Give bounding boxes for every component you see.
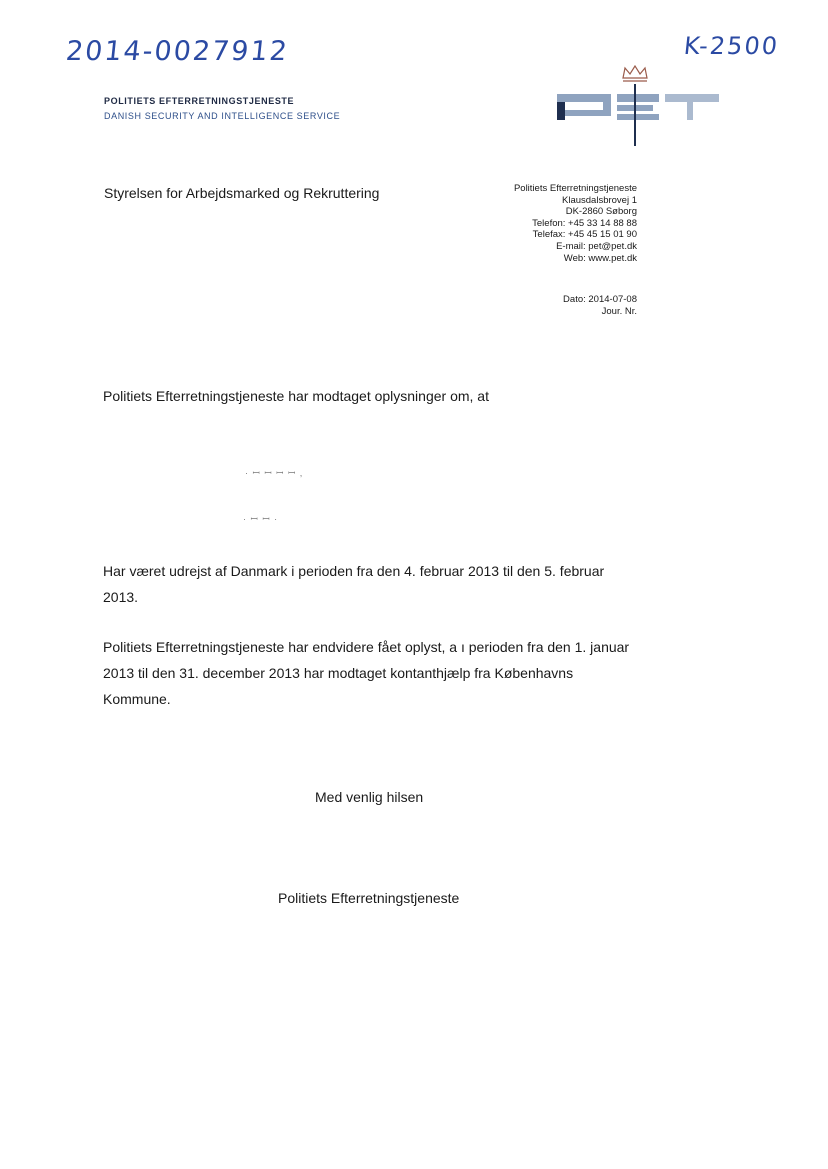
redacted-text-1: · ꟷ ꟷ ꟷ ꟷ , bbox=[245, 468, 304, 478]
handwritten-case-number: 2014-0027912 bbox=[64, 36, 291, 67]
logo-letter-p bbox=[557, 94, 611, 120]
handwritten-reference: K-2500 bbox=[682, 32, 781, 60]
sender-email: E-mail: pet@pet.dk bbox=[556, 240, 637, 252]
sender-street: Klausdalsbrovej 1 bbox=[562, 194, 637, 206]
travel-paragraph: Har været udrejst af Danmark i perioden fra den 4. februar 2013 til den 5. februar 2013. bbox=[103, 563, 605, 605]
sender-web: Web: www.pet.dk bbox=[563, 252, 637, 264]
crown-icon bbox=[623, 66, 647, 81]
redacted-text-2: · ꟷ ꟷ · bbox=[243, 514, 279, 524]
intro-paragraph: Politiets Efterretningstjeneste har modtaget oplysninger om, at bbox=[103, 388, 489, 404]
sender-address bbox=[514, 183, 637, 264]
sender-name: Politiets Efterretningstjeneste bbox=[513, 183, 637, 194]
logo-letter-e bbox=[617, 94, 659, 120]
sender-phone: Telefon: +45 33 14 88 88 bbox=[532, 217, 637, 229]
date: Dato: 2014-07-08 bbox=[563, 294, 637, 305]
org-name-danish: POLITIETS EFTERRETNINGSTJENESTE bbox=[104, 96, 295, 106]
org-name-english: DANISH SECURITY AND INTELLIGENCE SERVICE bbox=[104, 111, 341, 121]
sender-city: DK-2860 Søborg bbox=[565, 206, 637, 218]
pet-logo bbox=[553, 64, 723, 150]
logo-divider bbox=[634, 84, 636, 146]
sender-fax: Telefax: +45 45 15 01 90 bbox=[532, 229, 637, 241]
date-block bbox=[563, 294, 637, 317]
signature: Politiets Efterretningstjeneste bbox=[278, 890, 460, 906]
benefit-paragraph: Politiets Efterretningstjeneste har endvidere fået oplyst, a ı perioden fra den 1. januar 2013 til den 31. december 2013 har modtaget kontanthjælp fra Københavns Kommune. bbox=[103, 639, 630, 707]
closing: Med venlig hilsen bbox=[315, 789, 424, 805]
recipient: Styrelsen for Arbejdsmarked og Rekruttering bbox=[104, 185, 380, 201]
journal-number: Jour. Nr. bbox=[601, 305, 637, 317]
logo-letter-t bbox=[665, 94, 719, 120]
